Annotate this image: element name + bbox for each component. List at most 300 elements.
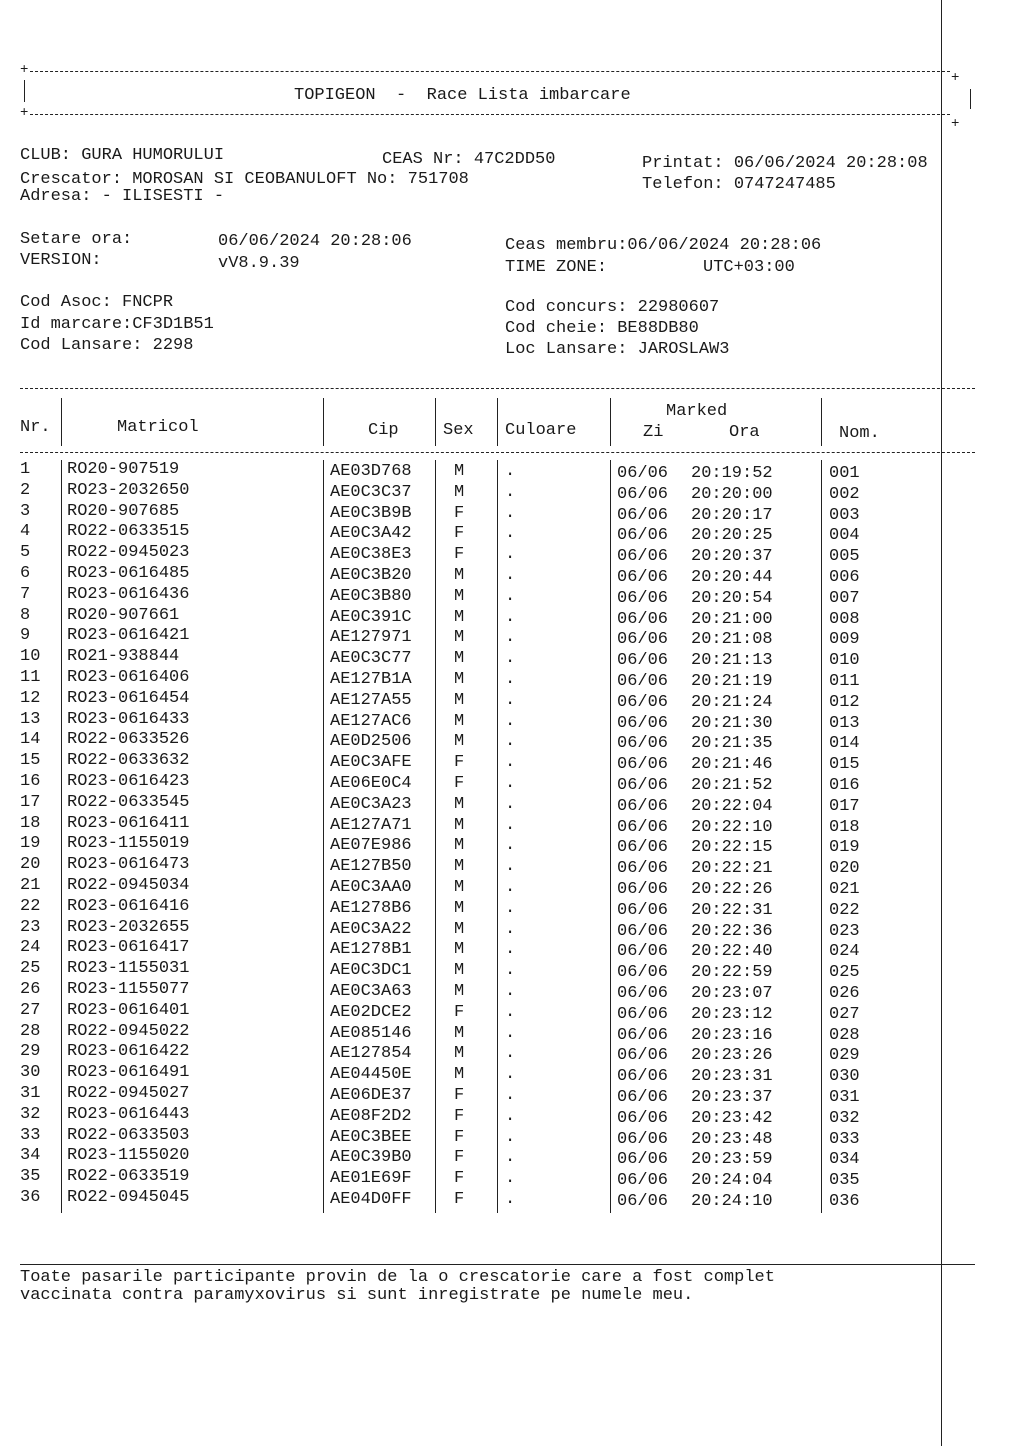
cell-nom: 010	[829, 651, 860, 671]
cell-culoare: .	[505, 524, 516, 544]
table-row	[0, 543, 1024, 567]
cell-nr: 33	[20, 1125, 41, 1145]
cell-nr: 19	[20, 834, 41, 854]
table-row	[0, 1001, 1024, 1022]
box-corner: +	[951, 70, 960, 86]
table-row	[0, 606, 1024, 627]
cell-zi: 06/06	[617, 1171, 669, 1191]
table-row	[0, 938, 1024, 962]
cell-ora: 20:21:46	[691, 755, 773, 775]
cell-sex: M	[454, 566, 465, 585]
cell-sex: M	[454, 794, 465, 814]
table-row	[0, 793, 1024, 814]
cell-cip: AE03D768	[330, 462, 412, 481]
cell-ora: 20:23:48	[691, 1129, 773, 1149]
column-divider	[323, 398, 324, 446]
key-code: Cod cheie: BE88DB80	[505, 319, 699, 338]
cell-zi: 06/06	[617, 464, 669, 483]
table-row	[0, 689, 1024, 710]
cell-matricol: RO23-1155077	[67, 980, 190, 999]
table-row	[0, 1146, 1024, 1170]
cell-nom: 001	[829, 464, 860, 483]
cell-sex: M	[454, 462, 465, 481]
cell-zi: 06/06	[617, 609, 669, 629]
column-divider	[497, 398, 498, 446]
cell-ora: 20:24:04	[691, 1171, 773, 1191]
cell-culoare: .	[505, 462, 516, 481]
cell-culoare: .	[505, 628, 516, 648]
cell-zi: 06/06	[617, 588, 669, 608]
cell-cip: AE0C3C37	[330, 482, 412, 502]
cell-nr: 9	[20, 626, 31, 646]
table-row	[0, 522, 1024, 546]
cell-ora: 20:21:30	[691, 713, 773, 733]
cell-culoare: .	[505, 586, 516, 606]
cell-ora: 20:22:59	[691, 963, 773, 983]
cell-matricol: RO22-0633503	[67, 1125, 190, 1145]
cell-zi: 06/06	[617, 796, 669, 816]
cell-culoare: .	[505, 1086, 516, 1105]
title-box-right-border	[970, 89, 971, 109]
cell-nr: 6	[20, 564, 31, 583]
cell-nr: 32	[20, 1104, 41, 1124]
cell-sex: M	[454, 732, 465, 752]
cell-sex: M	[454, 898, 465, 918]
cell-cip: AE0C39B0	[330, 1148, 412, 1168]
time-zone-label: TIME ZONE:	[505, 258, 608, 277]
cell-culoare: .	[505, 545, 516, 565]
member-clock: Ceas membru:06/06/2024 20:28:06	[505, 236, 822, 255]
cell-nom: 021	[829, 880, 860, 899]
cell-sex: M	[454, 1065, 465, 1085]
cell-culoare: .	[505, 1002, 516, 1022]
cell-sex: M	[454, 690, 465, 710]
cell-sex: F	[454, 524, 465, 544]
title-box-bottom-border	[30, 114, 950, 115]
cell-matricol: RO23-1155031	[67, 959, 190, 979]
association-code: Cod Asoc: FNCPR	[20, 293, 174, 312]
cell-nr: 28	[20, 1021, 41, 1041]
cell-nom: 023	[829, 921, 860, 941]
table-row	[0, 814, 1024, 835]
clock-set-label: Setare ora:	[20, 230, 133, 249]
cell-matricol: RO23-0616436	[67, 584, 190, 604]
cell-nr: 29	[20, 1042, 41, 1062]
cell-nr: 31	[20, 1084, 41, 1103]
cell-nom: 009	[829, 630, 860, 650]
cell-culoare: .	[505, 711, 516, 731]
cell-ora: 20:22:15	[691, 838, 773, 858]
table-row	[0, 481, 1024, 502]
cell-culoare: .	[505, 753, 516, 773]
cell-zi: 06/06	[617, 505, 669, 525]
col-header-culoare: Culoare	[505, 421, 577, 440]
cell-culoare: .	[505, 774, 516, 793]
cell-nom: 033	[829, 1129, 860, 1149]
cell-nom: 016	[829, 776, 860, 795]
cell-nr: 8	[20, 605, 31, 625]
cell-sex: M	[454, 586, 465, 606]
address: Adresa: - ILISESTI -	[20, 187, 225, 206]
cell-cip: AE0C3B20	[330, 566, 412, 585]
cell-zi: 06/06	[617, 672, 669, 691]
cell-matricol: RO23-0616491	[67, 1063, 190, 1083]
cell-ora: 20:23:59	[691, 1150, 773, 1170]
cell-zi: 06/06	[617, 547, 669, 567]
table-row	[0, 1105, 1024, 1126]
cell-zi: 06/06	[617, 942, 669, 962]
cell-zi: 06/06	[617, 900, 669, 920]
cell-cip: AE04450E	[330, 1065, 412, 1085]
cell-nr: 15	[20, 751, 41, 771]
marking-id: Id marcare:CF3D1B51	[20, 315, 214, 334]
cell-nr: 34	[20, 1146, 41, 1166]
cell-ora: 20:23:07	[691, 984, 773, 1003]
cell-zi: 06/06	[617, 984, 669, 1003]
table-row	[0, 1167, 1024, 1191]
cell-sex: M	[454, 815, 465, 835]
cell-nom: 011	[829, 672, 860, 691]
cell-cip: AE127971	[330, 628, 412, 648]
title-box-top-border	[30, 71, 950, 72]
cell-matricol: RO23-0616416	[67, 896, 190, 916]
cell-cip: AE1278B1	[330, 940, 412, 960]
cell-nom: 032	[829, 1108, 860, 1128]
cell-sex: F	[454, 1190, 465, 1209]
title-box-left-border	[24, 80, 25, 102]
cell-culoare: .	[505, 961, 516, 981]
cell-cip: AE06DE37	[330, 1086, 412, 1105]
cell-sex: M	[454, 982, 465, 1001]
cell-nom: 024	[829, 942, 860, 962]
cell-zi: 06/06	[617, 1192, 669, 1211]
cell-nr: 17	[20, 792, 41, 812]
cell-nom: 031	[829, 1088, 860, 1107]
cell-culoare: .	[505, 566, 516, 585]
cell-culoare: .	[505, 482, 516, 502]
cell-ora: 20:20:17	[691, 505, 773, 525]
cell-zi: 06/06	[617, 921, 669, 941]
cell-matricol: RO23-2032650	[67, 480, 190, 500]
cell-ora: 20:22:26	[691, 880, 773, 899]
table-row	[0, 1063, 1024, 1087]
cell-zi: 06/06	[617, 880, 669, 899]
cell-ora: 20:21:00	[691, 609, 773, 629]
cell-matricol: RO23-0616406	[67, 668, 190, 687]
cell-culoare: .	[505, 1169, 516, 1189]
col-header-ora: Ora	[729, 423, 760, 442]
cell-zi: 06/06	[617, 859, 669, 879]
table-row	[0, 855, 1024, 879]
cell-nr: 21	[20, 876, 41, 895]
cell-culoare: .	[505, 982, 516, 1001]
cell-nom: 018	[829, 817, 860, 837]
cell-cip: AE0C3A42	[330, 524, 412, 544]
cell-matricol: RO23-0616443	[67, 1104, 190, 1124]
cell-zi: 06/06	[617, 1025, 669, 1045]
cell-ora: 20:23:12	[691, 1004, 773, 1024]
cell-zi: 06/06	[617, 1088, 669, 1107]
cell-culoare: .	[505, 1127, 516, 1147]
cell-cip: AE02DCE2	[330, 1002, 412, 1022]
table-row	[0, 897, 1024, 918]
cell-sex: M	[454, 940, 465, 960]
cell-cip: AE0C38E3	[330, 545, 412, 565]
cell-ora: 20:22:10	[691, 817, 773, 837]
cell-zi: 06/06	[617, 1067, 669, 1087]
cell-nom: 004	[829, 526, 860, 546]
cell-zi: 06/06	[617, 838, 669, 858]
column-divider	[821, 398, 822, 446]
cell-cip: AE127854	[330, 1044, 412, 1064]
table-row	[0, 502, 1024, 523]
table-row	[0, 876, 1024, 897]
table-row	[0, 959, 1024, 983]
table-header-bottom-border	[20, 452, 975, 453]
cell-nom: 015	[829, 755, 860, 775]
cell-sex: M	[454, 628, 465, 648]
cell-nom: 025	[829, 963, 860, 983]
cell-sex: F	[454, 503, 465, 523]
cell-zi: 06/06	[617, 776, 669, 795]
release-location: Loc Lansare: JAROSLAW3	[505, 340, 730, 359]
cell-sex: M	[454, 961, 465, 981]
cell-matricol: RO23-0616422	[67, 1042, 190, 1062]
cell-culoare: .	[505, 878, 516, 897]
cell-culoare: .	[505, 732, 516, 752]
cell-sex: M	[454, 836, 465, 856]
cell-zi: 06/06	[617, 568, 669, 587]
table-row	[0, 585, 1024, 606]
cell-culoare: .	[505, 649, 516, 669]
table-header-top-border	[20, 388, 975, 389]
cell-sex: F	[454, 1148, 465, 1168]
cell-ora: 20:21:24	[691, 692, 773, 712]
cell-ora: 20:20:00	[691, 484, 773, 504]
cell-matricol: RO23-0616411	[67, 813, 190, 833]
page-title: TOPIGEON - Race Lista imbarcare	[294, 86, 631, 105]
cell-matricol: RO21-938844	[67, 647, 180, 667]
cell-cip: AE07E986	[330, 836, 412, 856]
cell-sex: M	[454, 878, 465, 897]
table-row	[0, 1188, 1024, 1209]
column-divider	[435, 398, 436, 446]
cell-nr: 11	[20, 668, 41, 687]
cell-cip: AE0C3B80	[330, 586, 412, 606]
footer-divider	[20, 1264, 975, 1265]
cell-matricol: RO22-0945027	[67, 1084, 190, 1103]
table-row	[0, 1084, 1024, 1105]
cell-matricol: RO22-0945045	[67, 1188, 190, 1207]
cell-sex: M	[454, 607, 465, 627]
club-name: CLUB: GURA HUMORULUI	[20, 146, 225, 165]
cell-nom: 019	[829, 838, 860, 858]
column-divider	[497, 460, 498, 1213]
release-code: Cod Lansare: 2298	[20, 336, 194, 355]
table-row	[0, 626, 1024, 650]
cell-nr: 26	[20, 980, 41, 999]
cell-cip: AE127B1A	[330, 670, 412, 689]
cell-sex: M	[454, 1023, 465, 1043]
cell-nr: 20	[20, 855, 41, 875]
cell-ora: 20:22:36	[691, 921, 773, 941]
cell-matricol: RO22-0633526	[67, 730, 190, 750]
cell-ora: 20:23:31	[691, 1067, 773, 1087]
cell-ora: 20:23:42	[691, 1108, 773, 1128]
cell-zi: 06/06	[617, 1046, 669, 1066]
cell-ora: 20:22:31	[691, 900, 773, 920]
cell-nom: 027	[829, 1004, 860, 1024]
cell-matricol: RO23-0616454	[67, 688, 190, 708]
cell-sex: F	[454, 753, 465, 773]
col-header-cip: Cip	[368, 421, 399, 440]
cell-nom: 006	[829, 568, 860, 587]
cell-cip: AE0C3B9B	[330, 503, 412, 523]
clock-set-value: 06/06/2024 20:28:06	[218, 232, 412, 251]
cell-zi: 06/06	[617, 484, 669, 504]
footer-declaration-line1: Toate pasarile participante provin de la o crescatorie care a fost complet	[20, 1268, 775, 1287]
cell-ora: 20:22:40	[691, 942, 773, 962]
cell-culoare: .	[505, 794, 516, 814]
version-label: VERSION:	[20, 251, 102, 270]
cell-nom: 008	[829, 609, 860, 629]
cell-nr: 18	[20, 813, 41, 833]
cell-zi: 06/06	[617, 1129, 669, 1149]
col-header-matricol: Matricol	[117, 418, 199, 437]
col-header-marked: Marked	[666, 402, 728, 421]
table-row	[0, 730, 1024, 754]
cell-nr: 35	[20, 1167, 41, 1187]
cell-zi: 06/06	[617, 1108, 669, 1128]
cell-zi: 06/06	[617, 1150, 669, 1170]
cell-matricol: RO23-1155020	[67, 1146, 190, 1166]
cell-matricol: RO23-0616417	[67, 938, 190, 958]
table-row	[0, 710, 1024, 731]
cell-matricol: RO22-0633632	[67, 751, 190, 771]
cell-cip: AE08F2D2	[330, 1106, 412, 1126]
cell-culoare: .	[505, 670, 516, 689]
cell-cip: AE0C391C	[330, 607, 412, 627]
cell-matricol: RO22-0945034	[67, 876, 190, 895]
cell-nom: 012	[829, 692, 860, 712]
table-row	[0, 647, 1024, 671]
cell-sex: F	[454, 774, 465, 793]
cell-matricol: RO20-907685	[67, 501, 180, 521]
cell-ora: 20:21:52	[691, 776, 773, 795]
table-row	[0, 668, 1024, 689]
cell-nr: 36	[20, 1188, 41, 1207]
cell-nr: 25	[20, 959, 41, 979]
cell-matricol: RO23-0616421	[67, 626, 190, 646]
cell-matricol: RO23-0616485	[67, 564, 190, 583]
cell-cip: AE127A71	[330, 815, 412, 835]
cell-sex: M	[454, 482, 465, 502]
col-header-sex: Sex	[443, 421, 474, 440]
cell-culoare: .	[505, 607, 516, 627]
col-header-nom: Nom.	[839, 424, 880, 443]
cell-cip: AE0C3C77	[330, 649, 412, 669]
cell-zi: 06/06	[617, 651, 669, 671]
cell-cip: AE127AC6	[330, 711, 412, 731]
cell-zi: 06/06	[617, 963, 669, 983]
cell-nom: 014	[829, 734, 860, 754]
cell-zi: 06/06	[617, 526, 669, 546]
cell-cip: AE06E0C4	[330, 774, 412, 793]
cell-nr: 5	[20, 543, 31, 563]
table-row	[0, 564, 1024, 585]
table-row	[0, 1042, 1024, 1066]
cell-zi: 06/06	[617, 713, 669, 733]
cell-cip: AE01E69F	[330, 1169, 412, 1189]
cell-nr: 4	[20, 522, 31, 542]
time-zone-value: UTC+03:00	[703, 258, 795, 277]
race-code: Cod concurs: 22980607	[505, 298, 720, 317]
cell-ora: 20:22:21	[691, 859, 773, 879]
cell-ora: 20:21:08	[691, 630, 773, 650]
box-corner: +	[20, 62, 29, 78]
col-header-zi: Zi	[643, 423, 664, 442]
cell-matricol: RO20-907661	[67, 605, 180, 625]
cell-zi: 06/06	[617, 630, 669, 650]
cell-matricol: RO22-0633545	[67, 792, 190, 812]
cell-nom: 003	[829, 505, 860, 525]
cell-ora: 20:21:13	[691, 651, 773, 671]
cell-sex: M	[454, 670, 465, 689]
cell-culoare: .	[505, 1106, 516, 1126]
printed-datetime: Printat: 06/06/2024 20:28:08	[642, 154, 928, 173]
cell-nr: 7	[20, 584, 31, 604]
cell-nom: 005	[829, 547, 860, 567]
cell-culoare: .	[505, 857, 516, 877]
cell-ora: 20:20:37	[691, 547, 773, 567]
cell-sex: F	[454, 1106, 465, 1126]
table-row	[0, 460, 1024, 481]
cell-sex: M	[454, 1044, 465, 1064]
cell-ora: 20:22:04	[691, 796, 773, 816]
cell-ora: 20:21:35	[691, 734, 773, 754]
table-row	[0, 772, 1024, 793]
column-divider	[610, 398, 611, 446]
table-row	[0, 980, 1024, 1001]
cell-nr: 12	[20, 688, 41, 708]
cell-matricol: RO23-0616401	[67, 1000, 190, 1020]
cell-nr: 3	[20, 501, 31, 521]
cell-cip: AE0C3AFE	[330, 753, 412, 773]
cell-ora: 20:24:10	[691, 1192, 773, 1211]
column-divider	[821, 460, 822, 1213]
column-divider	[610, 460, 611, 1213]
cell-nom: 034	[829, 1150, 860, 1170]
cell-cip: AE0C3A23	[330, 794, 412, 814]
cell-matricol: RO23-1155019	[67, 834, 190, 854]
cell-cip: AE04D0FF	[330, 1190, 412, 1209]
cell-sex: M	[454, 919, 465, 939]
cell-nr: 30	[20, 1063, 41, 1083]
cell-culoare: .	[505, 940, 516, 960]
cell-cip: AE0C3A63	[330, 982, 412, 1001]
cell-sex: F	[454, 1127, 465, 1147]
table-row	[0, 1126, 1024, 1147]
cell-ora: 20:23:16	[691, 1025, 773, 1045]
table-row	[0, 834, 1024, 858]
cell-cip: AE0C3BEE	[330, 1127, 412, 1147]
cell-matricol: RO23-0616433	[67, 709, 190, 729]
cell-zi: 06/06	[617, 734, 669, 754]
cell-ora: 20:21:19	[691, 672, 773, 691]
cell-cip: AE127B50	[330, 857, 412, 877]
cell-culoare: .	[505, 1023, 516, 1043]
cell-matricol: RO23-2032655	[67, 917, 190, 937]
